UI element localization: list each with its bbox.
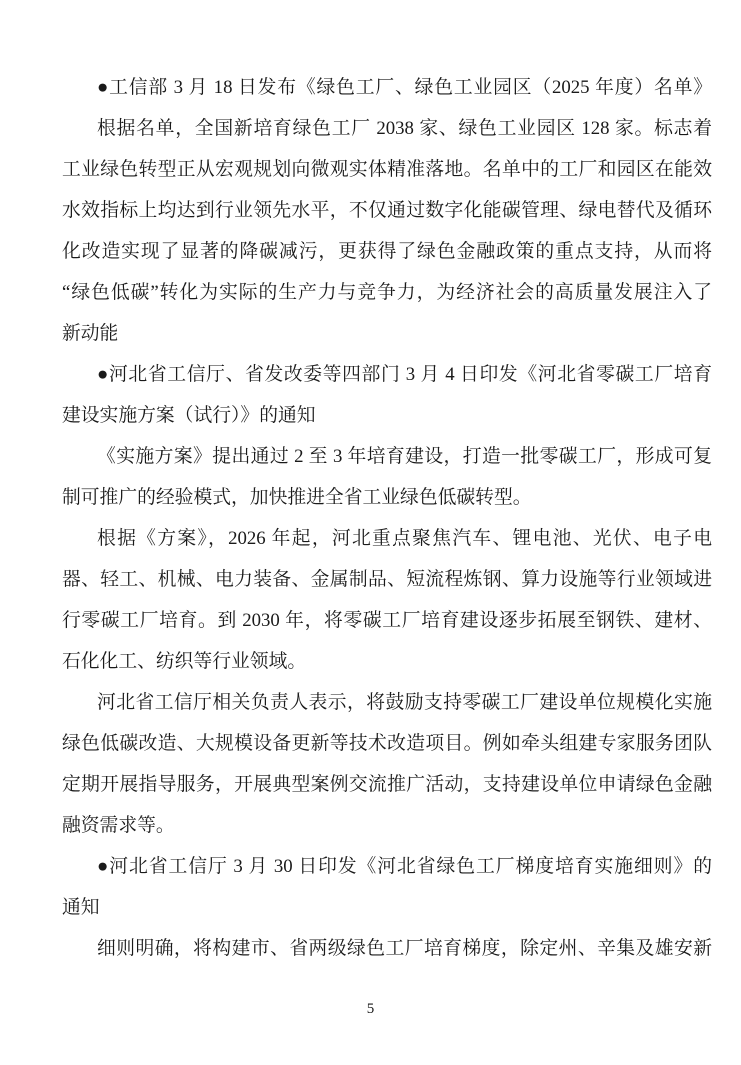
bullet-text-line: ●河北省工信厅、省发改委等四部门 3 月 4 日印发《河北省零碳工厂培育 (97, 364, 712, 385)
text-line: 工业绿色转型正从宏观规划向微观实体精准落地。名单中的工厂和园区在能效 (62, 159, 712, 180)
text-line: 细则明确，将构建市、省两级绿色工厂培育梯度，除定州、辛集及雄安新 (97, 938, 712, 959)
text-line: 建设实施方案（试行）》的通知 (62, 405, 316, 426)
text-line: 河北省工信厅相关负责人表示，将鼓励支持零碳工厂建设单位规模化实施 (97, 692, 712, 713)
text-line: “绿色低碳”转化为实际的生产力与竞争力，为经济社会的高质量发展注入了 (62, 282, 712, 303)
text-line: 器、轻工、机械、电力装备、金属制品、短流程炼钢、算力设施等行业领域进 (62, 569, 712, 590)
text-line: 通知 (62, 897, 100, 918)
document-body (62, 67, 712, 969)
text-line: 制可推广的经验模式，加快推进全省工业绿色低碳转型。 (62, 487, 532, 508)
text-line: 定期开展指导服务，开展典型案例交流推广活动，支持建设单位申请绿色金融 (62, 774, 712, 795)
text-line: 新动能 (62, 323, 119, 344)
text-line: 行零碳工厂培育。到 2030 年，将零碳工厂培育建设逐步拓展至钢铁、建材、 (62, 610, 712, 631)
text-line: 根据名单，全国新培育绿色工厂 2038 家、绿色工业园区 128 家。标志着 (97, 118, 712, 139)
text-line: 水效指标上均达到行业领先水平，不仅通过数字化能碳管理、绿电替代及循环 (62, 200, 712, 221)
page-footer (0, 999, 741, 1020)
text-line: 根据《方案》，2026 年起，河北重点聚焦汽车、锂电池、光伏、电子电 (97, 528, 712, 549)
page-number: 5 (366, 1001, 375, 1017)
text-line: 融资需求等。 (62, 815, 175, 836)
text-line: 《实施方案》提出通过 2 至 3 年培育建设，打造一批零碳工厂，形成可复 (97, 446, 712, 467)
text-line: 化改造实现了显著的降碳减污，更获得了绿色金融政策的重点支持，从而将 (62, 241, 712, 262)
text-line: 石化化工、纺织等行业领域。 (62, 651, 307, 672)
bullet-text-line: ●河北省工信厅 3 月 30 日印发《河北省绿色工厂梯度培育实施细则》的 (97, 856, 712, 877)
text-line: 绿色低碳改造、大规模设备更新等技术改造项目。例如牵头组建专家服务团队 (62, 733, 712, 754)
bullet-text-line: ●工信部 3 月 18 日发布《绿色工厂、绿色工业园区（2025 年度）名单》 (97, 77, 712, 98)
